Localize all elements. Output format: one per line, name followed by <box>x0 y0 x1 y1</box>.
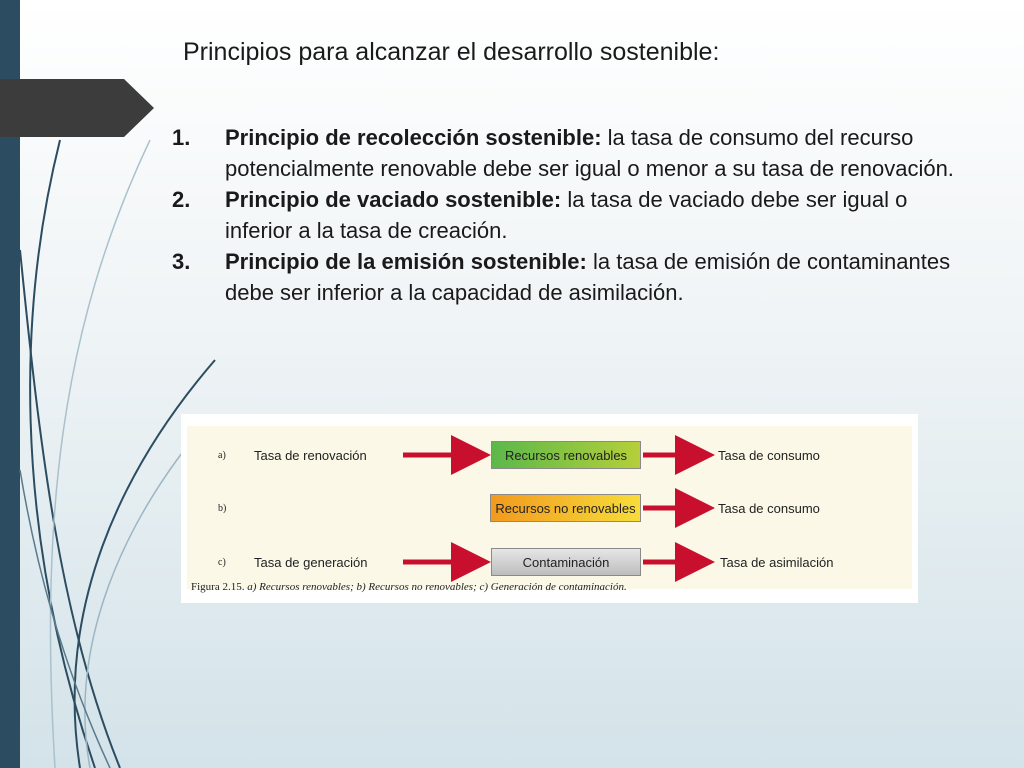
principle-number: 3. <box>172 249 191 274</box>
principle-term: Principio de vaciado sostenible: <box>225 187 562 212</box>
figure-caption-label: Figura 2.15. <box>191 581 245 593</box>
resource-flow-figure <box>181 414 918 603</box>
row-a-output: Tasa de consumo <box>718 448 820 463</box>
principle-item <box>172 122 972 184</box>
principle-term: Principio de la emisión sostenible: <box>225 249 587 274</box>
figure-caption <box>191 581 627 593</box>
figure-caption-text: a) Recursos renovables; b) Recursos no renovables; c) Generación de contaminación. <box>247 581 627 593</box>
row-b-output: Tasa de consumo <box>718 501 820 516</box>
principle-item <box>172 184 972 246</box>
row-b-label: b) <box>218 503 227 514</box>
principle-text: la tasa de vaciado debe ser igual o inferior a la tasa de creación. <box>225 187 908 243</box>
principle-text: la tasa de consumo del recurso potencialmente renovable debe ser igual o menor a su tasa de renovación. <box>225 125 954 181</box>
principle-term: Principio de recolección sostenible: <box>225 125 602 150</box>
row-c-input: Tasa de generación <box>254 555 368 570</box>
principle-text: la tasa de emisión de contaminantes debe ser inferior a la capacidad de asimilación. <box>225 249 951 305</box>
title-arrow-tab <box>0 79 154 137</box>
principle-number: 2. <box>172 187 191 212</box>
row-a-input: Tasa de renovación <box>254 448 367 463</box>
row-c-output: Tasa de asimilación <box>720 555 834 570</box>
slide-title: Principios para alcanzar el desarrollo sostenible: <box>183 38 720 66</box>
principles-list <box>172 122 972 308</box>
figure-panel <box>187 426 912 589</box>
principle-item <box>172 246 972 308</box>
row-a-label: a) <box>218 450 226 461</box>
principle-number: 1. <box>172 125 191 150</box>
row-c-label: c) <box>218 557 226 568</box>
box-recursos-renovables: Recursos renovables <box>491 441 641 469</box>
box-recursos-no-renovables: Recursos no renovables <box>490 494 641 522</box>
box-contaminacion: Contaminación <box>491 548 641 576</box>
